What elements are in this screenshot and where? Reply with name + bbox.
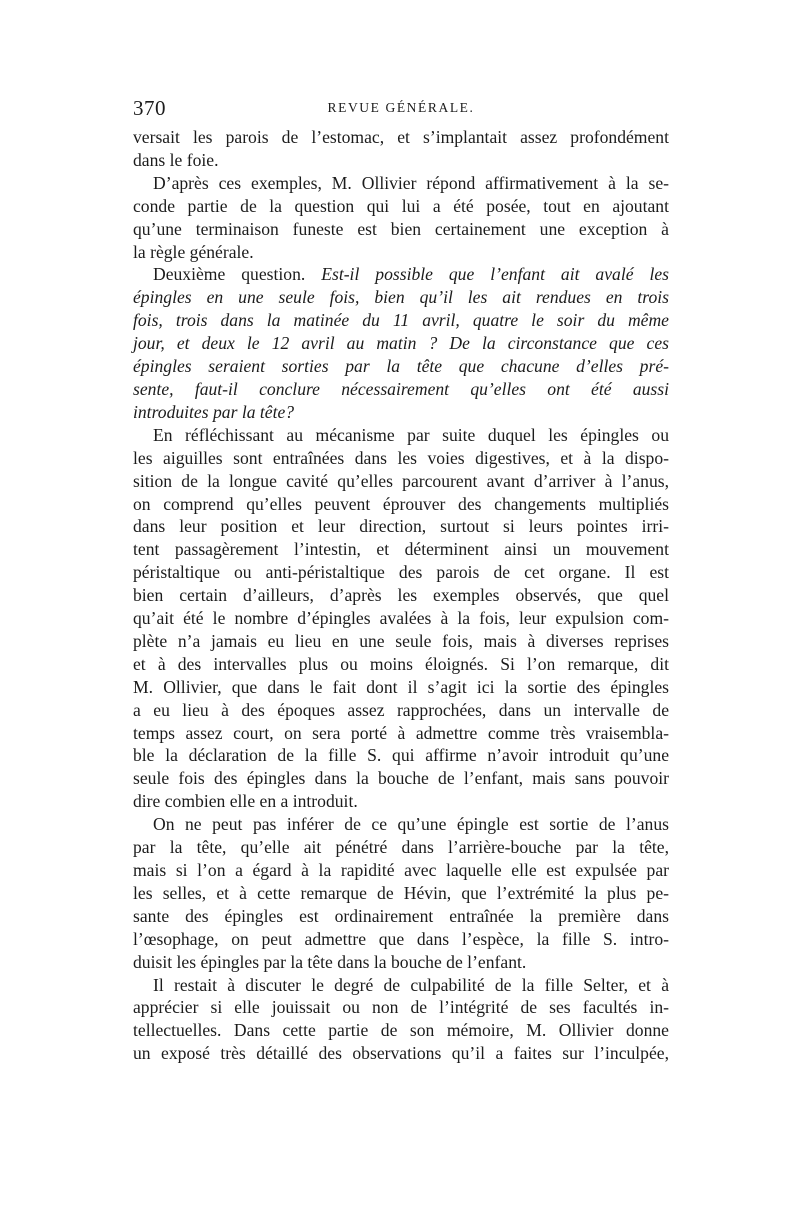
text-line: mais si l’on a égard à la rapidité avec laquelle elle est expulsée par — [133, 860, 669, 880]
text-line: dans le foie. — [133, 149, 219, 170]
text-line: jour, et deux le 12 avril au matin ? De la circonstance que ces — [133, 333, 669, 354]
text-line: introduites par la tête? — [133, 401, 295, 422]
body-text — [133, 126, 669, 1065]
running-head — [133, 96, 669, 126]
text-line: temps assez court, on sera porté à admettre comme très vraisembla- — [133, 722, 669, 743]
text-line: tent passagèrement l’intestin, et déterminent ainsi un mouvement — [133, 539, 669, 560]
text-line: versait les parois de l’estomac, et s’implantait assez profondément — [133, 127, 669, 147]
text-line: dans leur position et leur direction, surtout si leurs pointes irri- — [133, 516, 669, 537]
text-line: plète n’a jamais eu lieu en une seule fois, mais à diverses reprises — [133, 630, 669, 651]
text-line: apprécier si elle jouissait ou non de l’intégrité de ses facultés in- — [133, 997, 669, 1018]
paragraph-6 — [133, 974, 669, 1066]
text-line: ble la déclaration de la fille S. qui affirme n’avoir introduit qu’une — [133, 745, 669, 766]
text-line: un exposé très détaillé des observations qu’il a faites sur l’inculpée, — [133, 1043, 669, 1064]
text-line: les selles, et à cette remarque de Hévin, que l’extrémité la plus pe- — [133, 882, 669, 903]
running-title: REVUE GÉNÉRALE. — [327, 100, 475, 115]
text-line: bien certain d’ailleurs, d’après les exemples observés, que quel — [133, 585, 669, 606]
paragraph-5 — [133, 813, 669, 973]
text-line: sition de la longue cavité qu’elles parcourent avant d’arriver à l’anus, — [133, 470, 669, 491]
question-text: Est-il possible que l’enfant ait avalé les — [321, 264, 669, 285]
paragraph-3 — [133, 263, 669, 423]
text-line: duisit les épingles par la tête dans la bouche de l’enfant. — [133, 951, 527, 972]
paragraph-4 — [133, 424, 669, 813]
text-line: l’œsophage, on peut admettre que dans l’espèce, la fille S. intro- — [133, 928, 669, 949]
question-label: Deuxième question. — [153, 264, 306, 285]
text-line: et à des intervalles plus ou moins éloignés. Si l’on remarque, dit — [133, 653, 669, 674]
text-line: les aiguilles sont entraînées dans les voies digestives, et à la dispo- — [133, 447, 669, 468]
text-line — [133, 263, 669, 286]
book-page — [133, 96, 669, 1065]
text-line: fois, trois dans la matinée du 11 avril, quatre le soir du même — [133, 310, 669, 331]
page-number: 370 — [133, 96, 166, 120]
text-line: Il restait à discuter le degré de culpabilité de la fille Selter, et à — [153, 974, 669, 995]
text-line: M. Ollivier, que dans le fait dont il s’agit ici la sortie des épingles — [133, 676, 669, 697]
paragraph-1 — [133, 126, 669, 172]
text-line: la règle générale. — [133, 241, 254, 262]
text-line: on comprend qu’elles peuvent éprouver des changements multipliés — [133, 493, 669, 514]
text-line: épingles en une seule fois, bien qu’il les ait rendues en trois — [133, 287, 669, 308]
text-line: qu’ait été le nombre d’épingles avalées à la fois, leur expulsion com- — [133, 608, 669, 629]
text-line: seule fois des épingles dans la bouche de l’enfant, mais sans pouvoir — [133, 768, 669, 789]
text-line: a eu lieu à des époques assez rapprochées, dans un intervalle de — [133, 699, 669, 720]
text-line: péristaltique ou anti-péristaltique des parois de cet organe. Il est — [133, 562, 669, 583]
text-line: par la tête, qu’elle ait pénétré dans l’arrière-bouche par la tête, — [133, 837, 669, 858]
text-line: tellectuelles. Dans cette partie de son mémoire, M. Ollivier donne — [133, 1020, 669, 1041]
text-line: D’après ces exemples, M. Ollivier répond affirmativement à la se- — [153, 172, 669, 193]
text-line: conde partie de la question qui lui a été posée, tout en ajoutant — [133, 195, 669, 216]
text-line: En réfléchissant au mécanisme par suite duquel les épingles ou — [153, 424, 669, 445]
text-line: qu’une terminaison funeste est bien certainement une exception à — [133, 218, 669, 239]
paragraph-2 — [133, 172, 669, 264]
text-line: sante des épingles est ordinairement entraînée la première dans — [133, 905, 669, 926]
text-line: On ne peut pas inférer de ce qu’une épingle est sortie de l’anus — [153, 814, 669, 835]
text-line: épingles seraient sorties par la tête que chacune d’elles pré- — [133, 356, 669, 377]
text-line: sente, faut-il conclure nécessairement qu’elles ont été aussi — [133, 378, 669, 399]
text-line: dire combien elle en a introduit. — [133, 791, 358, 812]
